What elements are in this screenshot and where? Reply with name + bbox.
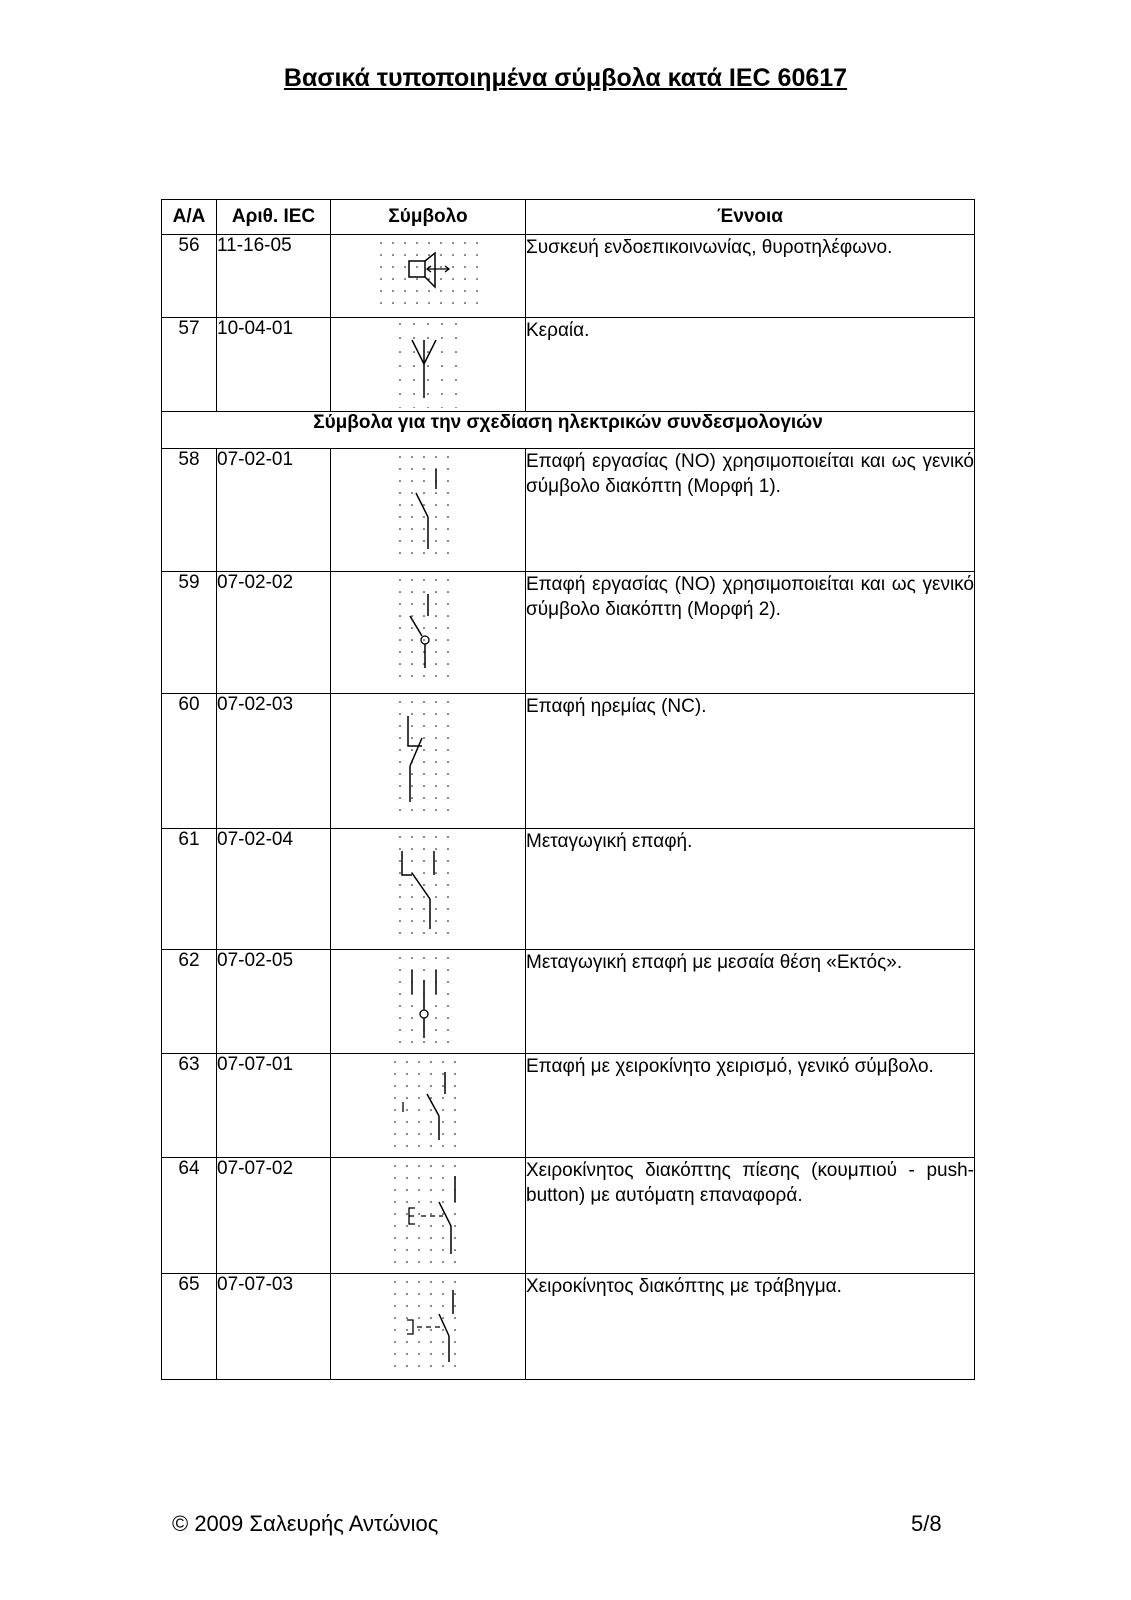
iec-code: 11-16-05 bbox=[217, 235, 331, 318]
intercom-icon bbox=[373, 235, 483, 313]
table-header-row bbox=[162, 200, 975, 235]
table-row bbox=[162, 829, 975, 950]
table-row bbox=[162, 318, 975, 412]
meaning: Κεραία. bbox=[526, 318, 975, 412]
row-number: 59 bbox=[162, 572, 217, 694]
iec-code: 07-02-01 bbox=[217, 449, 331, 572]
page-title: Βασικά τυποποιημένα σύμβολα κατά IEC 60617 bbox=[283, 64, 848, 92]
iec-code: 07-02-05 bbox=[217, 950, 331, 1054]
manual-contact-icon bbox=[383, 1054, 473, 1154]
row-number: 64 bbox=[162, 1158, 217, 1274]
nc-contact-icon bbox=[388, 694, 468, 822]
table-row bbox=[162, 950, 975, 1054]
table-row bbox=[162, 1054, 975, 1158]
changeover-center-off-icon bbox=[388, 950, 468, 1050]
meaning: Μεταγωγική επαφή με μεσαία θέση «Εκτός». bbox=[526, 950, 975, 1054]
iec-code: 07-07-02 bbox=[217, 1158, 331, 1274]
header-symbol: Σύμβολο bbox=[331, 200, 526, 235]
no-contact-form1-icon bbox=[388, 449, 468, 567]
table-row bbox=[162, 449, 975, 572]
table-row bbox=[162, 1158, 975, 1274]
page-number: 5/8 bbox=[911, 1511, 942, 1536]
row-number: 62 bbox=[162, 950, 217, 1054]
meaning: Χειροκίνητος διακόπτης πίεσης (κουμπιού - push-button) με αυτόματη επαναφορά. bbox=[526, 1158, 975, 1274]
meaning: Συσκευή ενδοεπικοινωνίας, θυροτηλέφωνο. bbox=[526, 235, 975, 318]
row-number: 65 bbox=[162, 1274, 217, 1380]
meaning: Επαφή ηρεμίας (NC). bbox=[526, 694, 975, 829]
changeover-contact-icon bbox=[388, 829, 468, 945]
footer-copyright: © 2009 Σαλευρής Αντώνιος bbox=[172, 1511, 439, 1536]
section-row bbox=[162, 412, 975, 449]
table-row bbox=[162, 235, 975, 318]
row-number: 57 bbox=[162, 318, 217, 412]
table-row bbox=[162, 694, 975, 829]
meaning: Επαφή με χειροκίνητο χειρισμό, γενικό σύμβολο. bbox=[526, 1054, 975, 1158]
row-number: 61 bbox=[162, 829, 217, 950]
iec-code: 07-02-04 bbox=[217, 829, 331, 950]
row-number: 63 bbox=[162, 1054, 217, 1158]
iec-code: 10-04-01 bbox=[217, 318, 331, 412]
header-iec: Αριθ. IEC bbox=[217, 200, 331, 235]
iec-code: 07-07-01 bbox=[217, 1054, 331, 1158]
push-button-icon bbox=[383, 1158, 473, 1270]
iec-code: 07-02-02 bbox=[217, 572, 331, 694]
meaning: Χειροκίνητος διακόπτης με τράβηγμα. bbox=[526, 1274, 975, 1380]
antenna-icon bbox=[388, 318, 468, 408]
meaning: Επαφή εργασίας (NO) χρησιμοποιείται και ως γενικό σύμβολο διακόπτη (Μορφή 2). bbox=[526, 572, 975, 694]
row-number: 58 bbox=[162, 449, 217, 572]
iec-code: 07-07-03 bbox=[217, 1274, 331, 1380]
meaning: Επαφή εργασίας (NO) χρησιμοποιείται και ως γενικό σύμβολο διακόπτη (Μορφή 1). bbox=[526, 449, 975, 572]
pull-switch-icon bbox=[383, 1274, 473, 1376]
iec-code: 07-02-03 bbox=[217, 694, 331, 829]
table-row bbox=[162, 572, 975, 694]
table-row bbox=[162, 1274, 975, 1380]
header-meaning: Έννοια bbox=[526, 200, 975, 235]
row-number: 60 bbox=[162, 694, 217, 829]
header-aa: Α/Α bbox=[162, 200, 217, 235]
section-title: Σύμβολα για την σχεδίαση ηλεκτρικών συνδεσμολογιών bbox=[162, 412, 975, 449]
meaning: Μεταγωγική επαφή. bbox=[526, 829, 975, 950]
no-contact-form2-icon bbox=[388, 572, 468, 690]
row-number: 56 bbox=[162, 235, 217, 318]
iec-symbols-table bbox=[161, 199, 975, 1380]
